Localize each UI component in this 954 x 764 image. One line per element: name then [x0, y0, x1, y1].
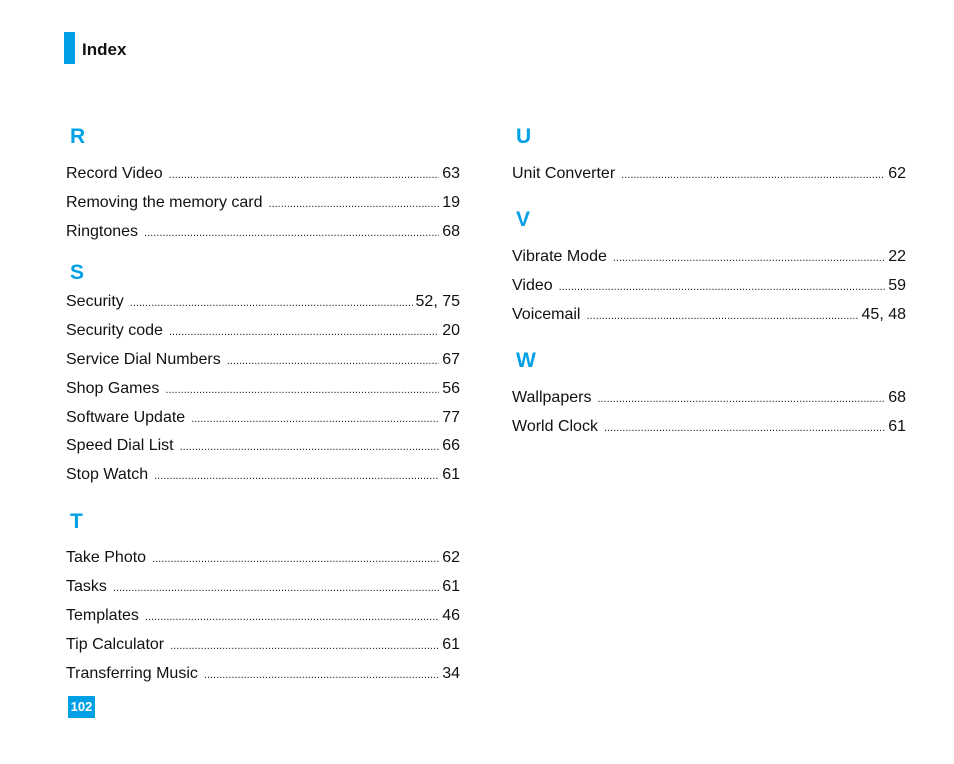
index-entry — [66, 350, 460, 371]
entry-term: Software Update — [66, 409, 186, 426]
entry-page: 77 — [442, 409, 460, 426]
leader-dots — [604, 418, 885, 438]
page-title: Index — [82, 40, 127, 59]
entry-term: Removing the memory card — [66, 194, 263, 211]
leader-dots — [130, 293, 413, 313]
index-entry — [66, 606, 460, 627]
leader-dots — [613, 248, 885, 268]
index-entry — [66, 465, 460, 486]
entry-term: Record Video — [66, 165, 163, 182]
entry-term: Shop Games — [66, 380, 160, 397]
page-number-badge: 102 — [68, 696, 95, 718]
entry-page: 61 — [442, 578, 460, 595]
entry-page: 67 — [442, 351, 460, 368]
section-letter-t: T — [70, 510, 83, 533]
index-entry — [66, 193, 460, 214]
leader-dots — [191, 409, 439, 429]
entry-page: 46 — [442, 607, 460, 624]
leader-dots — [152, 549, 439, 569]
index-entry — [66, 222, 460, 243]
entry-term: Transferring Music — [66, 665, 198, 682]
leader-dots — [145, 607, 439, 627]
section-letter-v: V — [516, 208, 531, 231]
entry-page: 68 — [442, 223, 460, 240]
index-entry — [66, 635, 460, 656]
leader-dots — [597, 389, 885, 409]
entry-term: Vibrate Mode — [512, 248, 607, 265]
entry-term: Ringtones — [66, 223, 139, 240]
entry-term: Speed Dial List — [66, 437, 174, 454]
section-letter-s: S — [70, 261, 85, 284]
leader-dots — [586, 306, 858, 326]
entry-term: Security code — [66, 322, 163, 339]
header-accent-bar — [64, 32, 75, 64]
entry-term: Video — [512, 277, 553, 294]
leader-dots — [113, 578, 439, 598]
section-letter-r: R — [70, 125, 86, 148]
leader-dots — [621, 165, 885, 185]
entry-term: Unit Converter — [512, 165, 616, 182]
entry-term: Tasks — [66, 578, 107, 595]
entry-page: 56 — [442, 380, 460, 397]
entry-term: Service Dial Numbers — [66, 351, 221, 368]
entry-page: 19 — [442, 194, 460, 211]
index-entry — [66, 664, 460, 685]
section-letter-w: W — [516, 349, 536, 372]
index-entry — [66, 436, 460, 457]
index-entry — [512, 247, 906, 268]
leader-dots — [154, 466, 439, 486]
index-entry — [66, 408, 460, 429]
index-entry — [66, 577, 460, 598]
index-entry — [66, 548, 460, 569]
entry-term: Wallpapers — [512, 389, 592, 406]
entry-term: Tip Calculator — [66, 636, 165, 653]
leader-dots — [169, 322, 439, 342]
leader-dots — [227, 351, 439, 371]
index-entry — [66, 164, 460, 185]
leader-dots — [269, 194, 440, 214]
entry-page: 59 — [888, 277, 906, 294]
entry-page: 66 — [442, 437, 460, 454]
index-entry — [512, 276, 906, 297]
entry-page: 63 — [442, 165, 460, 182]
index-entry — [512, 164, 906, 185]
leader-dots — [559, 277, 886, 297]
leader-dots — [169, 165, 440, 185]
index-entry — [66, 292, 460, 313]
entry-term: World Clock — [512, 418, 598, 435]
index-entry — [512, 417, 906, 438]
entry-page: 45, 48 — [861, 306, 906, 323]
entry-page: 61 — [442, 466, 460, 483]
entry-page: 61 — [442, 636, 460, 653]
index-entry — [512, 305, 906, 326]
section-letter-u: U — [516, 125, 532, 148]
entry-page: 34 — [442, 665, 460, 682]
entry-term: Voicemail — [512, 306, 581, 323]
leader-dots — [144, 223, 439, 243]
leader-dots — [180, 437, 440, 457]
index-entry — [66, 379, 460, 400]
entry-page: 20 — [442, 322, 460, 339]
entry-term: Templates — [66, 607, 139, 624]
entry-term: Take Photo — [66, 549, 147, 566]
entry-term: Stop Watch — [66, 466, 149, 483]
index-entry — [512, 388, 906, 409]
entry-page: 52, 75 — [415, 293, 460, 310]
entry-page: 22 — [888, 248, 906, 265]
entry-page: 61 — [888, 418, 906, 435]
leader-dots — [204, 665, 439, 685]
leader-dots — [165, 380, 439, 400]
entry-page: 62 — [442, 549, 460, 566]
entry-page: 68 — [888, 389, 906, 406]
leader-dots — [170, 636, 439, 656]
entry-term: Security — [66, 293, 124, 310]
entry-page: 62 — [888, 165, 906, 182]
index-entry — [66, 321, 460, 342]
